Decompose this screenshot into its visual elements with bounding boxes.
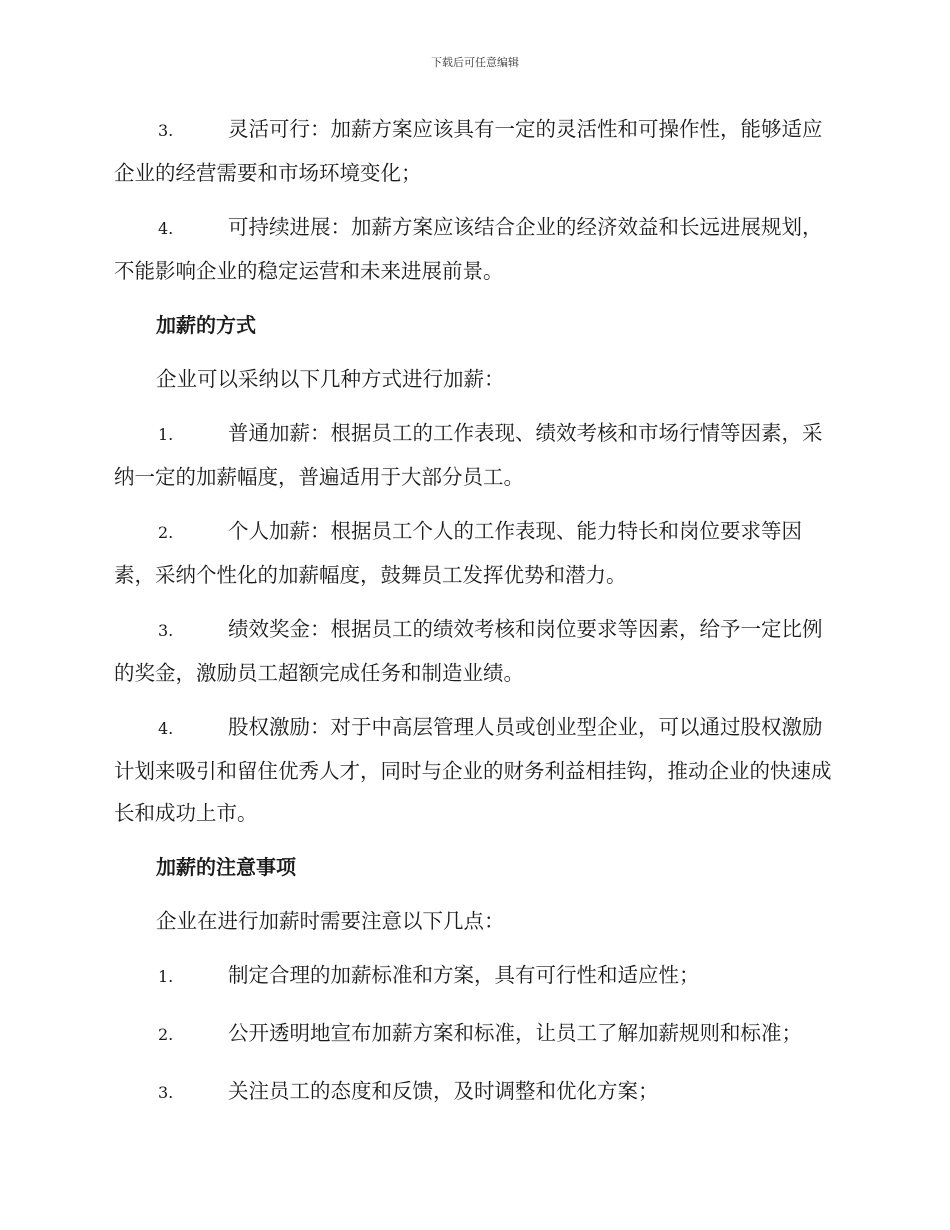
list-item-transparency bbox=[114, 1012, 834, 1056]
intro-paragraph-notes: 企业在进行加薪时需要注意以下几点： bbox=[156, 909, 505, 933]
list-text: 可持续进展：加薪方案应该结合企业的经济效益和长远进展规划，不能影响企业的稳定运营和未来进展前景。 bbox=[114, 215, 823, 283]
list-number: 4. bbox=[158, 219, 174, 238]
list-text: 普通加薪：根据员工的工作表现、绩效考核和市场行情等因素，采纳一定的加薪幅度，普遍适用于大部分员工。 bbox=[114, 421, 823, 489]
list-number: 2. bbox=[158, 1025, 174, 1044]
section-heading-raise-notes: 加薪的注意事项 bbox=[156, 855, 296, 879]
list-item-performance-bonus bbox=[114, 608, 834, 694]
list-number: 3. bbox=[158, 1083, 174, 1102]
list-item-feedback bbox=[114, 1070, 834, 1114]
list-text: 公开透明地宣布加薪方案和标准，让员工了解加薪规则和标准； bbox=[228, 1021, 802, 1045]
section-heading-raise-methods: 加薪的方式 bbox=[156, 313, 256, 337]
list-number: 3. bbox=[158, 621, 174, 640]
list-text: 个人加薪：根据员工个人的工作表现、能力特长和岗位要求等因素，采纳个性化的加薪幅度，鼓舞员工发挥优势和潜力。 bbox=[114, 519, 802, 587]
list-item-standards bbox=[114, 954, 834, 998]
list-number: 1. bbox=[158, 967, 174, 986]
list-item-equity-incentive bbox=[114, 706, 834, 834]
list-item-sustainable bbox=[114, 206, 834, 292]
list-text: 灵活可行：加薪方案应该具有一定的灵活性和可操作性，能够适应企业的经营需要和市场环境变化； bbox=[114, 117, 823, 185]
list-text: 股权激励：对于中高层管理人员或创业型企业，可以通过股权激励计划来吸引和留住优秀人才，同时与企业的财务利益相挂钩，推动企业的快速成长和成功上市。 bbox=[114, 715, 832, 825]
list-item-individual-raise bbox=[114, 510, 834, 596]
intro-paragraph-methods: 企业可以采纳以下几种方式进行加薪： bbox=[156, 367, 505, 391]
list-number: 4. bbox=[158, 719, 174, 738]
page-header: 下载后可任意编辑 bbox=[431, 56, 519, 69]
list-item-general-raise bbox=[114, 412, 834, 498]
list-text: 制定合理的加薪标准和方案，具有可行性和适应性； bbox=[228, 963, 700, 987]
list-text: 关注员工的态度和反馈，及时调整和优化方案； bbox=[228, 1079, 659, 1103]
list-number: 3. bbox=[158, 121, 174, 140]
list-text: 绩效奖金：根据员工的绩效考核和岗位要求等因素，给予一定比例的奖金，激励员工超额完成任务和制造业绩。 bbox=[114, 617, 823, 685]
document-body bbox=[114, 108, 834, 1128]
list-number: 2. bbox=[158, 523, 174, 542]
list-item-flexible bbox=[114, 108, 834, 194]
list-number: 1. bbox=[158, 425, 174, 444]
